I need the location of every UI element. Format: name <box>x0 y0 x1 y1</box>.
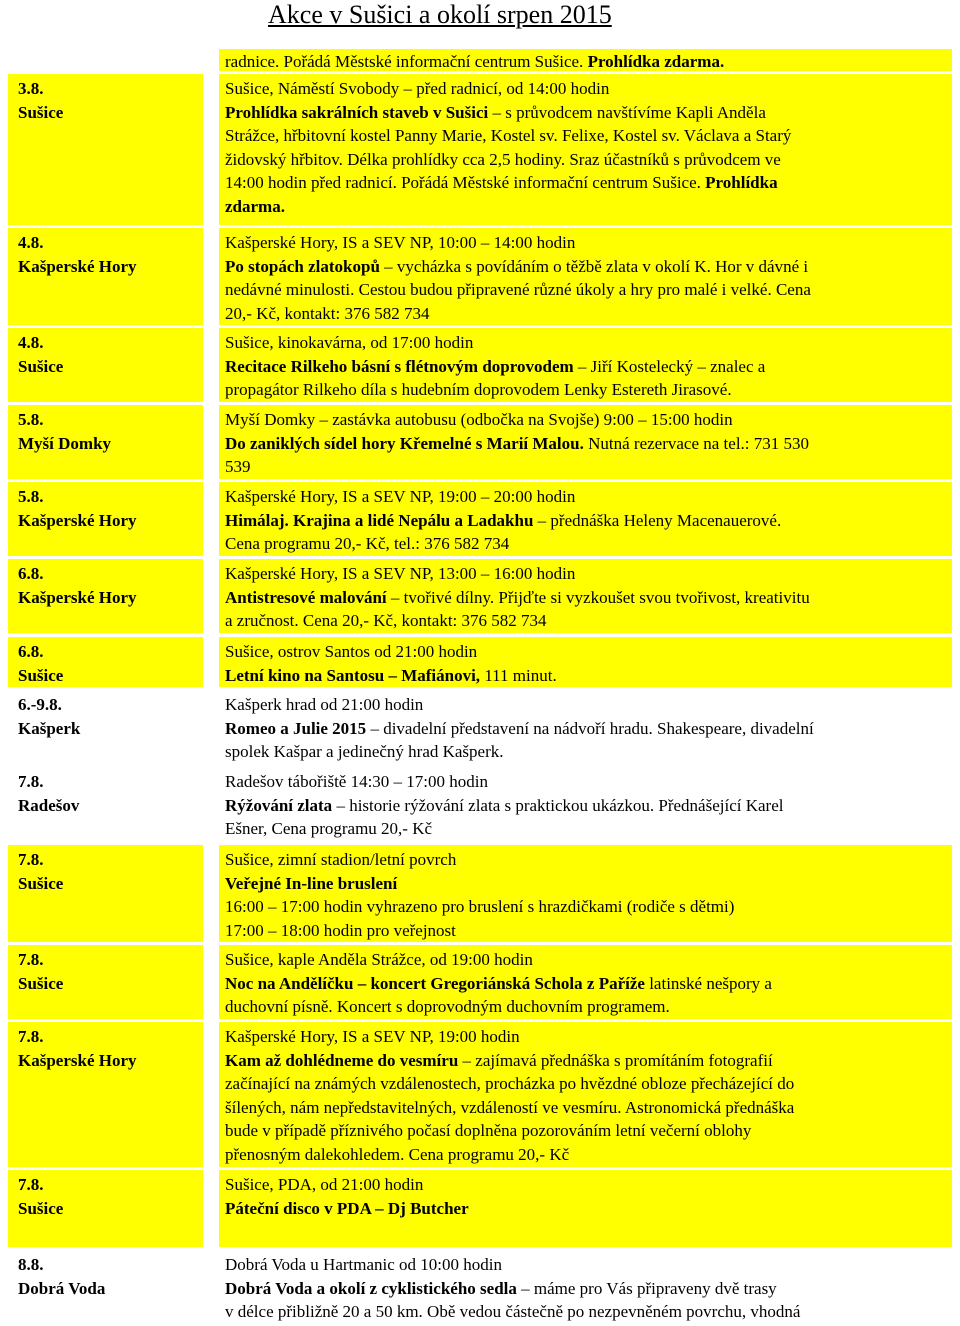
event-text: Dobrá Voda u Hartmanic od 10:00 hodin <box>225 1255 502 1274</box>
event-date-place <box>8 405 203 479</box>
event-title-text: Prohlídka zdarma. <box>587 52 725 71</box>
event-text: Strážce, hřbitovní kostel Panny Marie, Kostel sv. Felixe, Kostel sv. Václava a Starý <box>225 126 792 145</box>
event-text: Kašperské Hory, IS a SEV NP, 10:00 – 14:00 hodin <box>225 233 576 252</box>
text-line <box>225 255 952 279</box>
event-date: 4.8. <box>18 233 44 252</box>
event-date-place <box>8 482 203 556</box>
event-text: propagátor Rilkeho díla s hudebním doprovodem Lenky Estereth Jirasové. <box>225 380 732 399</box>
event-description <box>219 49 952 71</box>
event-row <box>8 1022 952 1167</box>
event-description <box>219 690 952 764</box>
event-place: Dobrá Voda <box>18 1278 106 1298</box>
event-row <box>8 559 952 633</box>
event-date: 5.8. <box>18 487 44 506</box>
event-place: Sušice <box>18 973 64 993</box>
page-title: Akce v Sušici a okolí srpen 2015 <box>268 0 612 29</box>
event-text: 539 <box>225 457 251 476</box>
event-text: latinské nešpory a <box>644 973 772 993</box>
event-text: 17:00 – 18:00 hodin pro veřejnost <box>225 920 456 940</box>
text-line <box>225 455 952 479</box>
event-text: – přednáška Heleny Macenauerové. <box>533 510 782 530</box>
event-text: 14:00 hodin před radnicí. Pořádá Městské informační centrum Sušice. <box>225 173 706 192</box>
event-place: Sušice <box>18 1198 64 1218</box>
event-row <box>8 228 952 325</box>
text-line <box>225 231 952 255</box>
event-date-place <box>8 228 203 325</box>
event-date-place <box>8 690 203 764</box>
text-line <box>225 740 952 764</box>
event-row <box>8 767 952 841</box>
event-text: – s průvodcem navštívíme Kapli Anděla <box>488 102 766 122</box>
event-date: 6.8. <box>18 642 44 661</box>
text-line <box>225 1143 952 1167</box>
event-place: Sušice <box>18 356 64 376</box>
event-date-place <box>8 845 203 942</box>
event-date: 7.8. <box>18 850 44 869</box>
event-row <box>8 74 952 225</box>
event-text: šílených, nám nepředstavitelných, vzdáleností ve vesmíru. Astronomická přednáška <box>225 1097 795 1117</box>
text-line <box>225 302 952 326</box>
text-line <box>225 972 952 996</box>
event-place: Kašperské Hory <box>18 587 137 607</box>
event-title-text: Do zaniklých sídel hory Křemelné s Marií Malou. <box>225 433 584 453</box>
event-text: přenosným dalekohledem. Cena programu 20,- Kč <box>225 1144 570 1164</box>
event-text: a zručnost. Cena 20,- Kč, kontakt: 376 582 734 <box>225 611 547 630</box>
text-line <box>225 355 952 379</box>
event-date: 4.8. <box>18 333 44 352</box>
text-line <box>225 148 952 172</box>
event-text: Nutná rezervace na tel.: 731 530 <box>583 433 810 453</box>
event-text: – máme pro Vás připraveny dvě trasy <box>516 1278 777 1298</box>
event-date: 7.8. <box>18 1175 44 1194</box>
text-line <box>225 77 952 101</box>
event-description <box>219 1170 952 1247</box>
event-place: Kašperské Hory <box>18 256 137 276</box>
event-text: Kašperské Hory, IS a SEV NP, 19:00 – 20:00 hodin <box>225 487 576 506</box>
event-text: Sušice, ostrov Santos od 21:00 hodin <box>225 642 478 661</box>
event-title-text: Prohlídka sakrálních staveb v Sušici <box>225 102 489 122</box>
event-row <box>8 845 952 942</box>
event-text: 111 minut. <box>480 665 557 685</box>
event-row <box>8 690 952 764</box>
text-line <box>225 664 952 688</box>
event-place: Myší Domky <box>18 433 112 453</box>
event-date-place <box>8 637 203 687</box>
event-title-text: zdarma. <box>225 196 285 216</box>
event-row <box>8 945 952 1019</box>
text-line <box>225 532 952 556</box>
event-date-place <box>8 1022 203 1167</box>
text-line <box>225 1072 952 1096</box>
event-title-text: Noc na Andělíčku – koncert Gregoriánská Schola z Paříže <box>225 973 645 993</box>
text-line <box>225 770 952 794</box>
event-text: – divadelní představení na nádvoří hradu. Shakespeare, divadelní <box>366 718 814 738</box>
event-row <box>8 1170 952 1247</box>
event-place: Sušice <box>18 665 64 685</box>
event-title-text: Páteční disco v PDA – Dj Butcher <box>225 1198 469 1218</box>
event-text: 16:00 – 17:00 hodin vyhrazeno pro bruslení s hrazdičkami (rodiče s dětmi) <box>225 897 735 916</box>
text-line <box>225 509 952 533</box>
event-row <box>8 637 952 687</box>
event-date: 7.8. <box>18 1027 44 1046</box>
event-description <box>219 328 952 402</box>
text-line <box>225 1173 952 1197</box>
event-text: bude v případě příznivého počasí doplněna pozorováním letní večerní oblohy <box>225 1121 752 1140</box>
event-text: Sušice, kinokavárna, od 17:00 hodin <box>225 333 474 352</box>
text-line <box>225 872 952 896</box>
event-row <box>8 482 952 556</box>
event-place: Kašperk <box>18 718 81 738</box>
event-text: – tvořivé dílny. Přijďte si vyzkoušet svou tvořivost, kreativitu <box>386 587 810 607</box>
event-text: Radešov tábořiště 14:30 – 17:00 hodin <box>225 772 489 791</box>
text-line <box>225 895 952 919</box>
text-line <box>225 1253 952 1277</box>
text-line <box>225 919 952 943</box>
event-text: spolek Kašpar a jedinečný hrad Kašperk. <box>225 742 504 761</box>
event-text: Sušice, zimní stadion/letní povrch <box>225 850 457 869</box>
event-date-place <box>8 945 203 1019</box>
event-row <box>8 328 952 402</box>
event-title-text: Prohlídka <box>705 173 778 192</box>
text-line <box>225 848 952 872</box>
event-row <box>8 405 952 479</box>
text-line <box>225 1277 952 1301</box>
text-line <box>225 794 952 818</box>
text-line <box>225 1025 952 1049</box>
text-line <box>225 171 952 195</box>
event-text: Myší Domky – zastávka autobusu (odbočka na Svojše) 9:00 – 15:00 hodin <box>225 410 733 429</box>
event-title-text: Dobrá Voda a okolí z cyklistického sedla <box>225 1278 517 1298</box>
event-row <box>8 1250 952 1326</box>
text-line <box>225 586 952 610</box>
event-text: – zajímavá přednáška s promítáním fotografií <box>458 1050 773 1070</box>
event-date-place <box>8 1250 203 1326</box>
event-description <box>219 767 952 841</box>
event-date: 5.8. <box>18 410 44 429</box>
event-title-text: Po stopách zlatokopů <box>225 256 380 276</box>
event-place: Sušice <box>18 873 64 893</box>
event-date-place <box>8 1170 203 1247</box>
text-line <box>225 124 952 148</box>
event-text: duchovní písně. Koncert s doprovodným duchovním programem. <box>225 997 670 1016</box>
text-line <box>225 278 952 302</box>
event-date-place <box>8 559 203 633</box>
event-date: 7.8. <box>18 950 44 969</box>
text-line <box>225 609 952 633</box>
event-date: 8.8. <box>18 1255 44 1274</box>
text-line <box>225 562 952 586</box>
event-text: Kašperské Hory, IS a SEV NP, 13:00 – 16:00 hodin <box>225 564 576 583</box>
text-line <box>225 1096 952 1120</box>
event-text: Sušice, kaple Anděla Strážce, od 19:00 hodin <box>225 950 533 969</box>
event-title-text: Rýžování zlata <box>225 795 333 815</box>
event-text: začínající na známých vzdálenostech, procházka po hvězdné obloze přecházející do <box>225 1074 795 1093</box>
event-date: 7.8. <box>18 772 44 791</box>
text-line <box>225 640 952 664</box>
event-text: 20,- Kč, kontakt: 376 582 734 <box>225 303 430 323</box>
event-text: v délce přibližně 20 a 50 km. Obě vedou částečně po nezpevněném povrchu, vhodná <box>225 1302 801 1321</box>
event-date: 6.8. <box>18 564 44 583</box>
event-place: Radešov <box>18 795 80 815</box>
event-title-text: Recitace Rilkeho básní s flétnovým doprovodem <box>225 356 574 376</box>
event-text: Kašperk hrad od 21:00 hodin <box>225 695 424 714</box>
event-date-place <box>8 74 203 225</box>
event-description <box>219 1022 952 1167</box>
text-line <box>225 485 952 509</box>
event-title-text: Antistresové malování <box>225 587 387 607</box>
event-place: Kašperské Hory <box>18 1050 137 1070</box>
text-line <box>225 432 952 456</box>
event-text: Sušice, Náměstí Svobody – před radnicí, od 14:00 hodin <box>225 79 610 98</box>
event-place: Kašperské Hory <box>18 510 137 530</box>
event-description <box>219 559 952 633</box>
event-description <box>219 74 952 225</box>
text-line <box>225 995 952 1019</box>
text-line <box>225 1119 952 1143</box>
event-text: židovský hřbitov. Délka prohlídky cca 2,5 hodiny. Sraz účastníků s průvodcem ve <box>225 149 781 169</box>
event-text: radnice. Pořádá Městské informační centrum Sušice. <box>225 52 588 71</box>
text-line <box>225 408 952 432</box>
event-title-text: Himálaj. Krajina a lidé Nepálu a Ladakhu <box>225 510 534 530</box>
event-description <box>219 482 952 556</box>
continuation-row <box>8 49 952 71</box>
event-date-place <box>8 328 203 402</box>
text-line <box>225 101 952 125</box>
event-description <box>219 228 952 325</box>
event-title-text: Romeo a Julie 2015 <box>225 718 367 738</box>
event-text: – Jiří Kostelecký – znalec a <box>573 356 766 376</box>
event-date: 3.8. <box>18 79 44 98</box>
event-text: – historie rýžování zlata s praktickou ukázkou. Přednášející Karel <box>332 795 784 815</box>
event-title-text: Kam až dohlédneme do vesmíru <box>225 1050 459 1070</box>
event-title-text: Letní kino na Santosu – Mafiánovi, <box>225 665 481 685</box>
event-text: Kašperské Hory, IS a SEV NP, 19:00 hodin <box>225 1027 520 1046</box>
text-line <box>225 948 952 972</box>
event-text: Sušice, PDA, od 21:00 hodin <box>225 1175 424 1194</box>
event-description <box>219 845 952 942</box>
text-line <box>225 1049 952 1073</box>
event-description <box>219 405 952 479</box>
text-line <box>225 1197 952 1221</box>
event-text: – vycházka s povídáním o těžbě zlata v okolí K. Hor v dávné i <box>379 256 809 276</box>
text-line <box>225 1300 952 1324</box>
event-place: Sušice <box>18 102 64 122</box>
event-text: nedávné minulosti. Cestou budou připravené různé úkoly a hry pro malé i velké. Cena <box>225 280 811 299</box>
event-description <box>219 637 952 687</box>
text-line <box>225 717 952 741</box>
text-line <box>225 50 952 74</box>
text-line <box>225 693 952 717</box>
event-date: 6.-9.8. <box>18 695 62 714</box>
event-description <box>219 945 952 1019</box>
event-text: Ešner, Cena programu 20,- Kč <box>225 819 433 838</box>
event-description <box>219 1250 952 1326</box>
event-title-text: Veřejné In-line bruslení <box>225 873 398 893</box>
text-line <box>225 331 952 355</box>
event-text: Cena programu 20,- Kč, tel.: 376 582 734 <box>225 534 510 553</box>
text-line <box>225 817 952 841</box>
text-line <box>225 378 952 402</box>
event-date-place <box>8 767 203 841</box>
text-line <box>225 195 952 219</box>
